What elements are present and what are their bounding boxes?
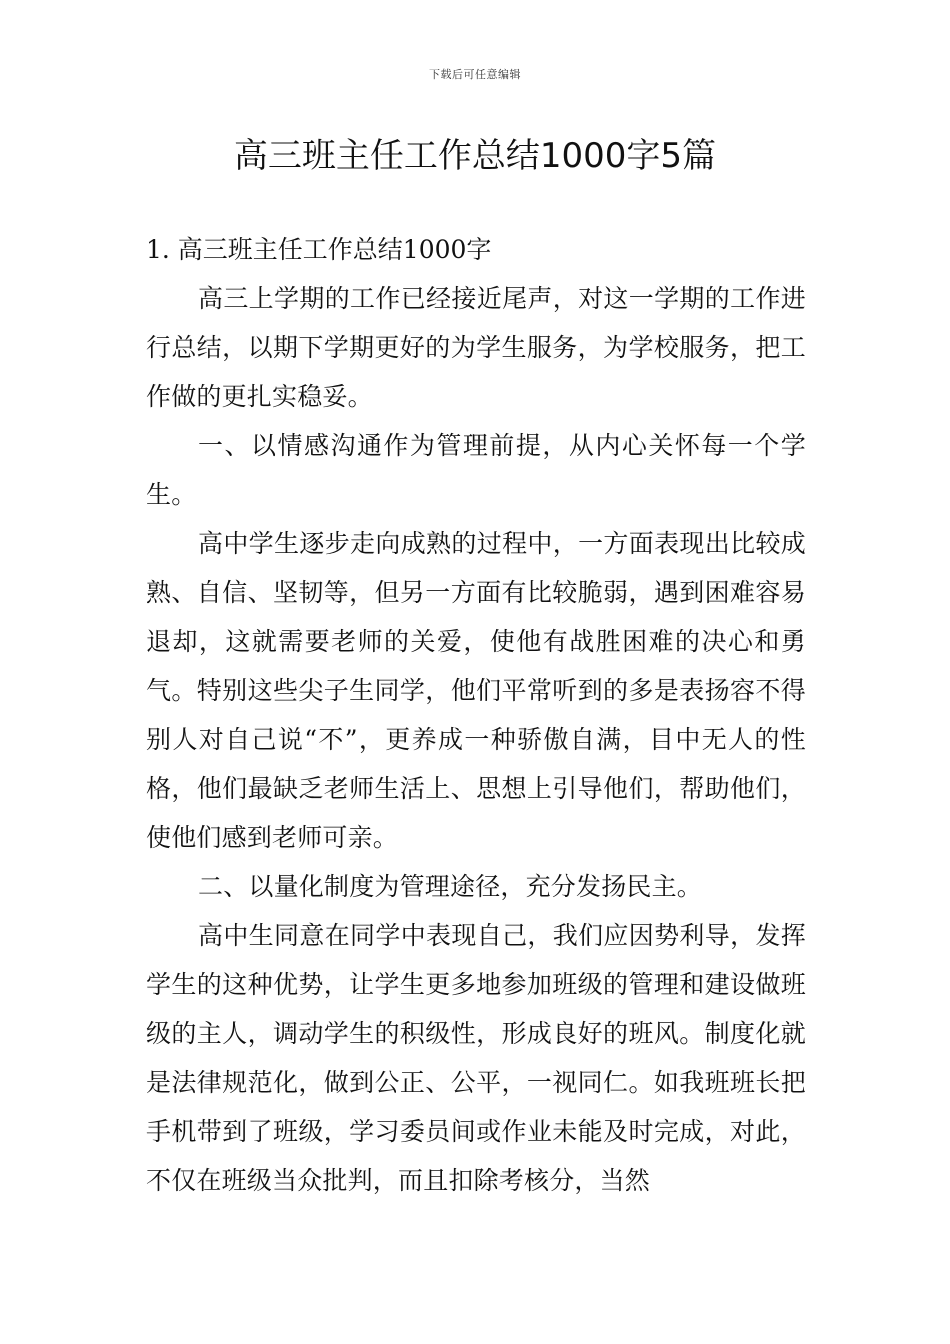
document-title: 高三班主任工作总结1000字5篇 bbox=[233, 136, 717, 176]
paragraph-intro: 高三上学期的工作已经接近尾声，对这一学期的工作进行总结，以期下学期更好的为学生服务，为学校服务，把工作做的更扎实稳妥。 bbox=[146, 284, 806, 411]
document-body bbox=[146, 226, 806, 1205]
header-note: 下载后可任意编辑 bbox=[429, 68, 521, 81]
paragraph-point-two-heading: 二、以量化制度为管理途径，充分发扬民主。 bbox=[198, 872, 703, 901]
paragraph-point-one-body: 高中学生逐步走向成熟的过程中，一方面表现出比较成熟、自信、坚韧等，但另一方面有比较脆弱，遇到困难容易退却，这就需要老师的关爱，使他有战胜困难的决心和勇气。特别这些尖子生同学，他们平常听到的多是表扬容不得别人对自己说“不”，更养成一种骄傲自满，目中无人的性格，他们最缺乏老师生活上、思想上引导他们，帮助他们，使他们感到老师可亲。 bbox=[146, 529, 806, 852]
paragraph-point-one-heading: 一、以情感沟通作为管理前提，从内心关怀每一个学生。 bbox=[146, 431, 806, 509]
section-heading: 1. 高三班主任工作总结1000字 bbox=[146, 235, 492, 264]
paragraph-point-two-body: 高中生同意在同学中表现自己，我们应因势利导，发挥学生的这种优势，让学生更多地参加班级的管理和建设做班级的主人，调动学生的积级性，形成良好的班风。制度化就是法律规范化，做到公正、公平，一视同仁。如我班班长把手机带到了班级，学习委员间或作业未能及时完成，对此，不仅在班级当众批判，而且扣除考核分，当然 bbox=[146, 921, 806, 1195]
